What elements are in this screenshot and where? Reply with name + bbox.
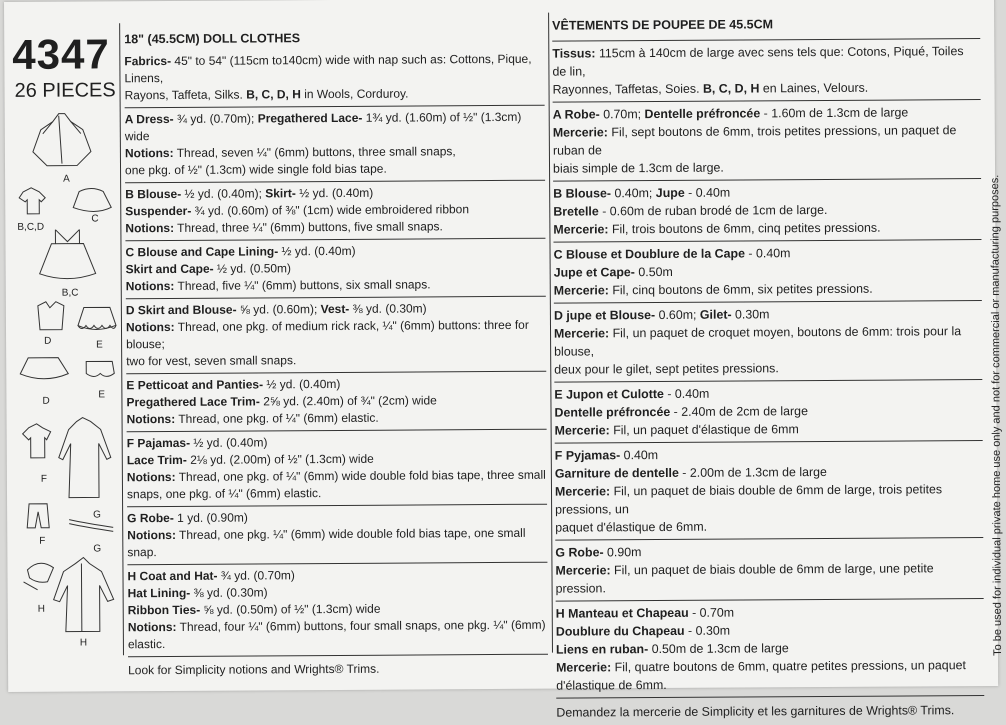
item-label: A Robe- bbox=[552, 107, 600, 122]
drawing-vest bbox=[38, 302, 64, 330]
notions-text: snaps, one pkg. of ¼" (6mm) elastic. bbox=[126, 486, 322, 502]
item-label: Dentelle préfroncée bbox=[644, 106, 761, 122]
item-text: ½ yd. (0.40m) bbox=[295, 185, 374, 201]
item-text: ⅜ yd. (0.30m) bbox=[190, 585, 268, 600]
fabrics-text: in Wools, Corduroy. bbox=[300, 86, 409, 102]
mercerie-text: Fil, un paquet de biais double de 6mm de large, trois petites pressions, un bbox=[555, 482, 943, 517]
notions-text: two for vest, seven small snaps. bbox=[126, 353, 297, 369]
notions-label: Notions: bbox=[126, 469, 176, 485]
item-label: D jupe et Blouse- bbox=[553, 308, 656, 323]
notions-label: Notions: bbox=[125, 220, 175, 236]
item-text: 0.40m; bbox=[610, 186, 656, 201]
item-label: F Pajamas- bbox=[126, 435, 191, 451]
item-label: C Blouse et Doublure de la Cape bbox=[553, 246, 745, 262]
item-label: Garniture de dentelle bbox=[554, 465, 679, 481]
item-text: - 0.40m bbox=[684, 185, 731, 200]
view-label: G bbox=[93, 509, 101, 521]
item-label: H Manteau et Chapeau bbox=[555, 605, 689, 621]
mercerie-text: Fil, un paquet de croquet moyen, boutons de 6mm: trois pour la blouse, bbox=[554, 324, 962, 359]
item-label: Jupe et Cape- bbox=[553, 265, 635, 280]
tissus-text: Rayonnes, Taffetas, Soies. bbox=[552, 81, 703, 97]
section-b-fr bbox=[553, 179, 981, 243]
mercerie-label: Mercerie: bbox=[553, 283, 609, 298]
english-column bbox=[124, 29, 548, 680]
mercerie-label: Mercerie: bbox=[552, 125, 608, 140]
notions-text: Thread, one pkg. of ¼" (6mm) wide double fold bias tape, three small bbox=[175, 467, 546, 484]
notions-label: Notions: bbox=[127, 527, 176, 543]
tissus-text: en Laines, Velours. bbox=[759, 80, 869, 96]
item-text: 2⅝ yd. (2.40m) of ¾" (2cm) wide bbox=[259, 393, 437, 409]
item-text: 2⅛ yd. (2.00m) of ½" (1.3cm) wide bbox=[186, 451, 374, 467]
view-label: G bbox=[93, 543, 102, 555]
drawing-panties bbox=[86, 361, 114, 376]
section-g-fr bbox=[555, 538, 983, 602]
item-label: C Blouse and Cape Lining- bbox=[125, 244, 279, 260]
view-label: C bbox=[91, 213, 99, 225]
notions-label: Notions: bbox=[126, 411, 176, 427]
item-label: H Coat and Hat- bbox=[127, 568, 218, 584]
view-label: D bbox=[42, 395, 50, 407]
drawing-skirt-suspender bbox=[39, 229, 95, 278]
item-text: 0.60m; bbox=[655, 307, 700, 323]
tissus-views: B, C, D, H bbox=[702, 81, 760, 96]
mercerie-label: Mercerie: bbox=[553, 222, 609, 237]
fabrics-label: Fabrics- bbox=[124, 53, 172, 69]
mercerie-label: Mercerie: bbox=[554, 484, 611, 499]
pattern-envelope-back bbox=[4, 0, 1005, 720]
item-text: 0.70m; bbox=[599, 107, 645, 122]
view-label: B,C bbox=[61, 287, 79, 299]
item-label: E Petticoat and Panties- bbox=[126, 377, 264, 393]
side-disclaimer bbox=[988, 36, 1006, 686]
item-text: 0.50m bbox=[634, 264, 673, 280]
item-text: ¾ yd. (0.70m) bbox=[217, 568, 295, 583]
item-text: 0.30m bbox=[731, 307, 770, 322]
item-text: 0.40m bbox=[620, 448, 659, 463]
item-label: B Blouse- bbox=[553, 186, 612, 201]
item-text: ¾ yd. (0.70m); bbox=[173, 111, 258, 126]
item-label: Vest- bbox=[320, 301, 350, 317]
section-fabrics bbox=[124, 48, 544, 109]
item-label: E Jupon et Culotte bbox=[554, 386, 664, 402]
item-label: Doublure du Chapeau bbox=[555, 623, 685, 639]
notions-label: Notions: bbox=[125, 319, 175, 335]
drawing-skirt-rickrack bbox=[20, 358, 68, 379]
section-a bbox=[125, 106, 545, 184]
item-text: 1¾ yd. (1.60m) of ½" (1.3cm) wide bbox=[124, 109, 522, 144]
mercerie-label: Mercerie: bbox=[556, 660, 612, 675]
notions-text: Thread, five ¼" (6mm) buttons, six small snaps. bbox=[174, 277, 431, 293]
item-label: Skirt- bbox=[265, 186, 296, 201]
notions-text: Thread, one pkg. ¼" (6mm) wide double fold bias tape, one small snap. bbox=[127, 525, 526, 560]
item-label: Pregathered Lace- bbox=[257, 110, 363, 126]
view-label: H bbox=[37, 603, 45, 615]
mercerie-text: Fil, cinq boutons de 6mm, six petites pressions. bbox=[608, 281, 873, 298]
item-label: A Dress- bbox=[124, 111, 174, 127]
drawing-robe bbox=[59, 417, 111, 497]
section-d-fr bbox=[554, 301, 982, 383]
notions-text: elastic. bbox=[127, 637, 166, 652]
mercerie-text: deux pour le gilet, sept petites pressions. bbox=[554, 361, 779, 377]
item-text: - 2.00m de 1.3cm de large bbox=[678, 464, 827, 480]
mercerie-text: d'élastique de 6mm. bbox=[556, 677, 667, 693]
item-text: 0.90m bbox=[603, 545, 642, 560]
section-h-fr bbox=[556, 599, 985, 699]
item-text: 1 yd. (0.90m) bbox=[173, 510, 248, 525]
section-f-fr bbox=[555, 441, 984, 541]
view-label: B,C,D bbox=[17, 221, 45, 233]
item-text: - 2.40m de 2cm de large bbox=[670, 404, 808, 419]
section-d bbox=[126, 297, 546, 375]
item-text: 0.50m de 1.3cm de large bbox=[648, 641, 789, 657]
drawing-pajama-top bbox=[23, 424, 51, 458]
mercerie-text: Fil, sept boutons de 6mm, trois petites pressions, un paquet de ruban de bbox=[552, 123, 957, 158]
drawing-coat bbox=[53, 557, 113, 631]
notions-text: Thread, seven ¼" (6mm) buttons, three small snaps, bbox=[173, 144, 456, 160]
item-text: - 0.30m bbox=[684, 623, 731, 638]
item-label: F Pyjamas- bbox=[554, 448, 621, 463]
notions-text: Thread, one pkg. of medium rick rack, ¼" (6mm) buttons: three for blouse; bbox=[126, 317, 529, 352]
drawing-belt bbox=[69, 519, 113, 531]
garment-sketches bbox=[15, 111, 124, 672]
pieces-count: 26 PIECES bbox=[14, 79, 116, 102]
fabrics-views: B, C, D, H bbox=[246, 87, 301, 102]
item-label: Lace Trim- bbox=[126, 452, 187, 468]
mercerie-text: Fil, trois boutons de 6mm, cinq petites pressions. bbox=[608, 220, 881, 237]
view-label: E bbox=[98, 389, 106, 401]
item-text: ½ yd. (0.40m) bbox=[190, 435, 268, 450]
view-label: F bbox=[40, 473, 48, 485]
mercerie-text: Fil, quatre boutons de 6mm, quatre petites pressions, un paquet bbox=[611, 658, 966, 675]
item-text: ½ yd. (0.40m); bbox=[181, 186, 266, 201]
item-label: D Skirt and Blouse- bbox=[125, 302, 237, 318]
item-label: Dentelle préfroncée bbox=[554, 404, 671, 420]
view-label: F bbox=[39, 535, 46, 547]
section-h bbox=[127, 563, 548, 658]
item-text: ⅝ yd. (0.60m); bbox=[236, 302, 321, 317]
item-text: - 0.60m de ruban brodé de 1cm de large. bbox=[598, 202, 828, 219]
item-label: Skirt and Cape- bbox=[125, 261, 214, 277]
notions-label: Notions: bbox=[127, 619, 177, 635]
drawing-cape bbox=[73, 188, 111, 211]
item-text: - 1.60m de 1.3cm de large bbox=[760, 105, 909, 121]
notions-text: Thread, four ¼" (6mm) buttons, four small snaps, one pkg. ¼" (6mm) bbox=[176, 617, 546, 634]
fabrics-text: 45" to 54" (115cm to140cm) wide with nap such as: Cottons, Pique, Linens, bbox=[124, 51, 532, 86]
view-label: E bbox=[96, 339, 103, 351]
item-text: ⅝ yd. (0.50m) of ½" (1.3cm) wide bbox=[200, 601, 381, 617]
item-label: Ribbon Ties- bbox=[127, 602, 201, 618]
item-label: G Robe- bbox=[127, 510, 174, 526]
notions-text: Thread, three ¼" (6mm) buttons, five small snaps. bbox=[173, 219, 443, 235]
item-label: B Blouse- bbox=[125, 186, 182, 202]
french-column bbox=[552, 14, 984, 722]
french-footer: Demandez la mercerie de Simplicity et les garnitures de Wrights® Trims. bbox=[556, 703, 955, 720]
mercerie-label: Mercerie: bbox=[555, 563, 611, 578]
item-label: G Robe- bbox=[555, 545, 604, 560]
drawing-petticoat bbox=[78, 307, 116, 329]
tissus-text: 115cm à 140cm de large avec sens tels que: Cotons, Piqué, Toiles de lin, bbox=[552, 44, 964, 79]
item-text: ⅜ yd. (0.30m) bbox=[349, 301, 427, 316]
tissus-label: Tissus: bbox=[552, 46, 596, 61]
drawing-bonnet bbox=[23, 563, 53, 590]
item-label: Gilet- bbox=[699, 307, 732, 322]
side-disclaimer-text: To be used for individual private home use only and not for commercial or manufacturing purposes. bbox=[989, 174, 1005, 656]
notions-text: one pkg. of ½" (1.3cm) wide single fold bias tape. bbox=[124, 161, 387, 178]
item-text: ½ yd. (0.50m) bbox=[213, 261, 292, 276]
item-text: - 0.40m bbox=[663, 386, 710, 401]
item-text: ½ yd. (0.40m) bbox=[278, 243, 356, 259]
section-g bbox=[127, 505, 547, 566]
french-title: VÊTEMENTS DE POUPEE DE 45.5CM bbox=[552, 14, 980, 42]
section-e bbox=[126, 372, 546, 433]
drawing-pajama-pants bbox=[27, 504, 49, 528]
english-title: 18" (45.5CM) DOLL CLOTHES bbox=[124, 31, 301, 47]
item-text: ¾ yd. (0.60m) of ⅜" (1cm) wide embroidered ribbon bbox=[191, 202, 470, 218]
item-label: Suspender- bbox=[125, 203, 192, 219]
section-e-fr bbox=[554, 380, 982, 444]
section-tissus bbox=[552, 39, 980, 103]
section-b bbox=[125, 181, 545, 242]
item-label: Liens en ruban- bbox=[555, 642, 649, 657]
notions-label: Notions: bbox=[125, 278, 175, 294]
mercerie-text: biais simple de 1.3cm de large. bbox=[552, 160, 724, 176]
mercerie-label: Mercerie: bbox=[554, 423, 610, 438]
section-c-fr bbox=[553, 240, 981, 304]
pattern-number: 4347 bbox=[12, 30, 110, 78]
mercerie-text: paquet d'élastique de 6mm. bbox=[555, 519, 708, 535]
notions-text: Thread, one pkg. of ¼" (6mm) elastic. bbox=[175, 410, 379, 426]
section-c bbox=[125, 239, 545, 300]
item-label: Jupe bbox=[655, 185, 685, 201]
view-label: D bbox=[44, 335, 52, 347]
section-a-fr bbox=[553, 100, 981, 182]
item-text: - 0.40m bbox=[744, 246, 791, 261]
english-footer: Look for Simplicity notions and Wrights® Trims. bbox=[128, 661, 380, 678]
view-label: H bbox=[79, 637, 88, 649]
section-f bbox=[127, 430, 547, 508]
item-text: - 0.70m bbox=[688, 605, 735, 620]
item-label: Hat Lining- bbox=[127, 585, 191, 601]
drawing-a-dress bbox=[33, 113, 91, 165]
item-text: ½ yd. (0.40m) bbox=[263, 376, 341, 392]
notions-label: Notions: bbox=[124, 145, 174, 161]
drawing-blouse bbox=[19, 188, 45, 214]
mercerie-text: Fil, un paquet de biais double de 6mm de large, une petite pression. bbox=[555, 561, 934, 596]
view-label: A bbox=[63, 173, 70, 185]
item-label: Bretelle bbox=[553, 204, 599, 219]
mercerie-label: Mercerie: bbox=[553, 326, 610, 341]
item-label: Pregathered Lace Trim- bbox=[126, 394, 260, 410]
garment-drawings bbox=[15, 111, 124, 672]
fabrics-text: Rayons, Taffeta, Silks. bbox=[124, 87, 247, 103]
mercerie-text: Fil, un paquet d'élastique de 6mm bbox=[609, 422, 799, 438]
